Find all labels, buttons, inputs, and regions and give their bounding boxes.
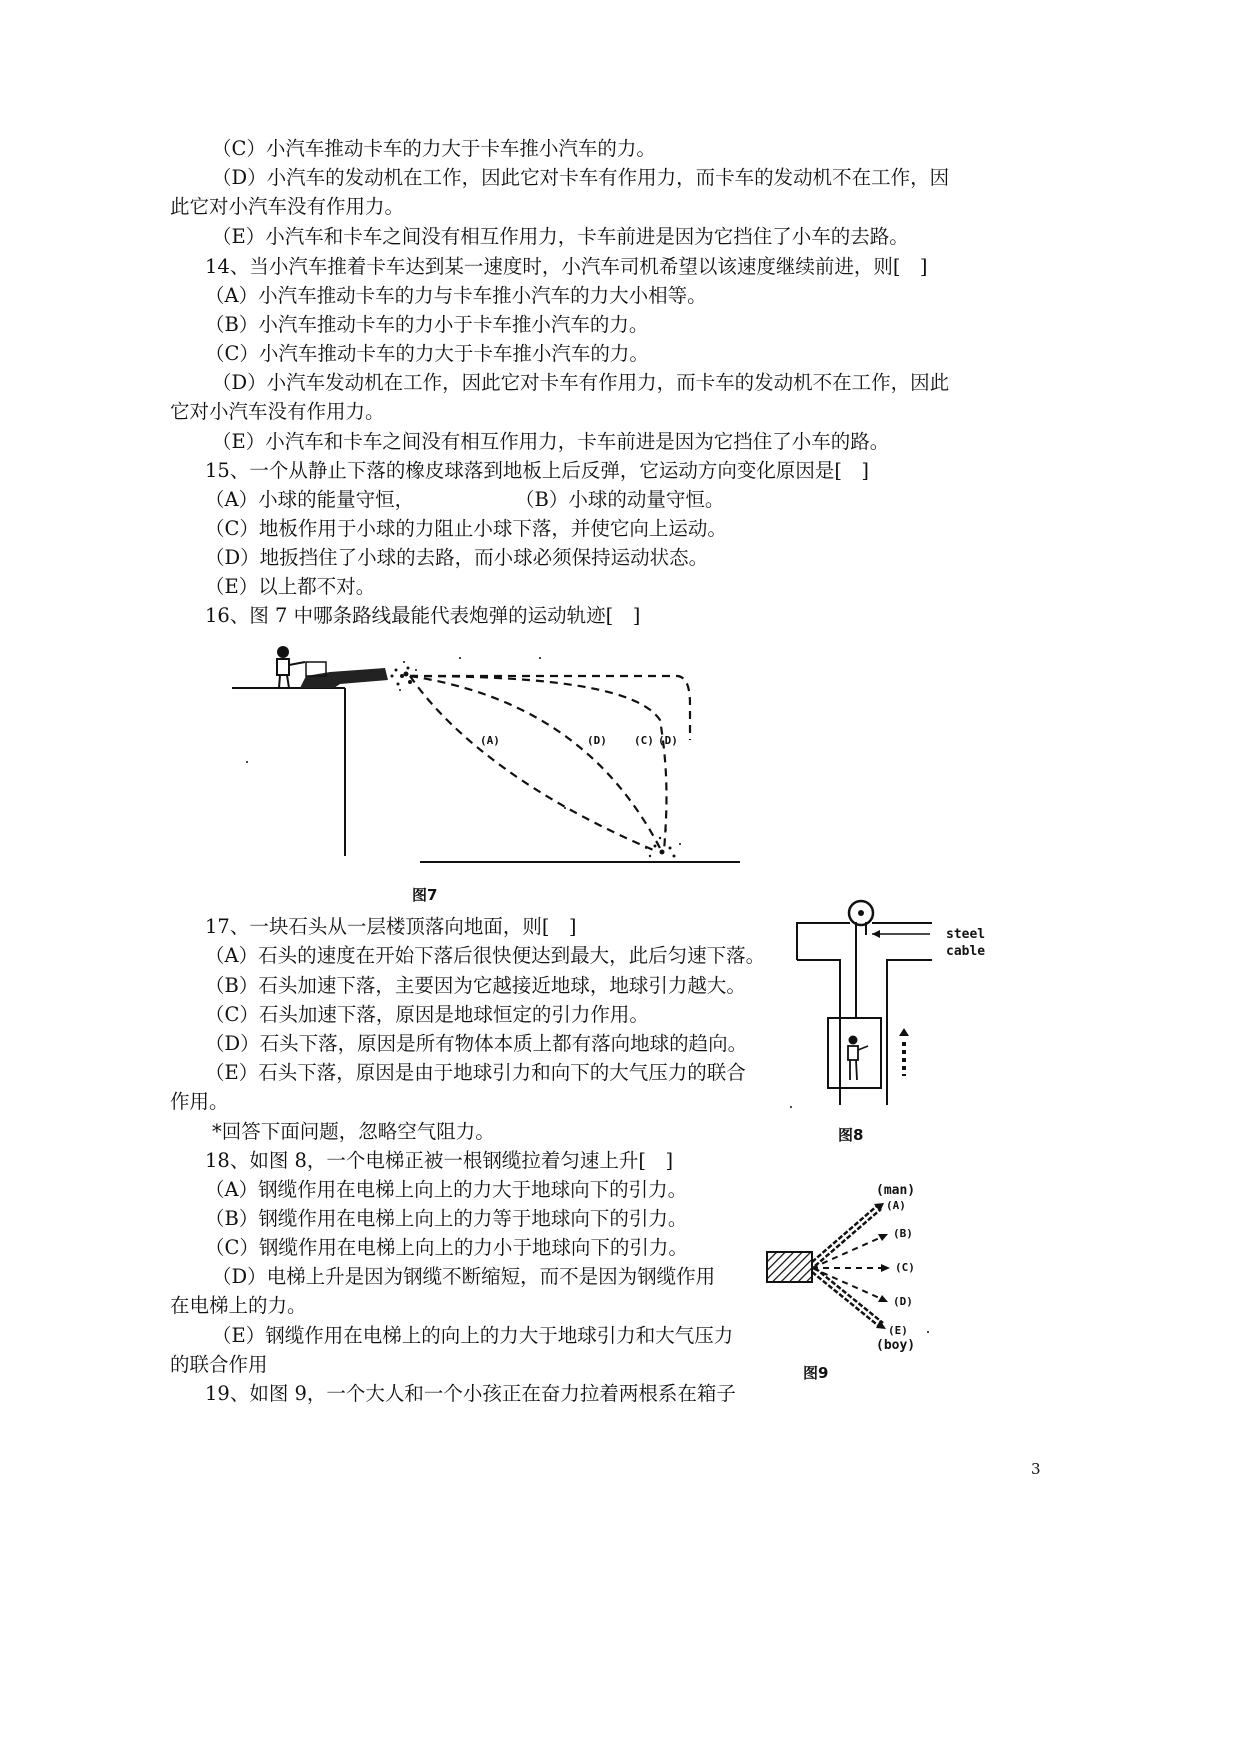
text-line: 作用。 — [170, 1090, 229, 1113]
text-line: 在电梯上的力。 — [170, 1294, 307, 1317]
fig7-label-d1: (D) — [587, 734, 607, 747]
text-line: （C）钢缆作用在电梯上向上的力小于地球向下的引力。 — [205, 1236, 688, 1259]
text-line: （C）地板作用于小球的力阻止小球下落，并使它向上运动。 — [205, 517, 727, 540]
page-number: 3 — [1031, 1460, 1041, 1478]
text-line: 14、当小汽车推着卡车达到某一速度时，小汽车司机希望以该速度继续前进，则[ ] — [205, 255, 928, 278]
fig9-label-c: (C) — [895, 1261, 915, 1274]
text-line: （A）小汽车推动卡车的力与卡车推小汽车的力大小相等。 — [205, 284, 707, 307]
fig9-label-boy: (boy) — [876, 1338, 916, 1353]
fig7-label-d2: (D) — [658, 734, 678, 747]
text-line: （B）小球的动量守恒。 — [515, 488, 725, 511]
text-line: （E）小汽车和卡车之间没有相互作用力，卡车前进是因为它挡住了小车的去路。 — [212, 225, 909, 248]
text-line: （E）小汽车和卡车之间没有相互作用力，卡车前进是因为它挡住了小车的路。 — [212, 430, 890, 453]
text-line: 17、一块石头从一层楼顶落向地面，则[ ] — [205, 915, 577, 938]
text-line: （D）地扳挡住了小球的去路，而小球必须保持运动状态。 — [205, 546, 709, 569]
text-line: （D）小汽车发动机在工作，因此它对卡车有作用力，而卡车的发动机不在工作，因此 — [212, 371, 950, 394]
text-line: （B）小汽车推动卡车的力小于卡车推小汽车的力。 — [205, 313, 649, 336]
text-line: （B）石头加速下落，主要因为它越接近地球，地球引力越大。 — [205, 974, 746, 997]
text-line: （A）石头的速度在开始下落后很快便达到最大，此后匀速下落。 — [205, 944, 766, 967]
text-line: （A）钢缆作用在电梯上向上的力大于地球向下的引力。 — [205, 1178, 688, 1201]
fig8-label-cable: cable — [946, 944, 986, 959]
fig9-label-man: (man) — [876, 1183, 916, 1198]
fig9-label-a: (A) — [886, 1199, 906, 1212]
text-line: （C）石头加速下落，原因是地球恒定的引力作用。 — [205, 1003, 649, 1026]
figure-9-caption: 图9 — [803, 1364, 829, 1382]
text-line: （D）石头下落，原因是所有物体本质上都有落向地球的趋向。 — [205, 1032, 748, 1055]
text-line: （C）小汽车推动卡车的力大于卡车推小汽车的力。 — [205, 342, 649, 365]
fig9-label-b: (B) — [893, 1227, 913, 1240]
text-line: （C）小汽车推动卡车的力大于卡车推小汽车的力。 — [212, 137, 656, 160]
text-line: （E）以上都不对。 — [205, 575, 376, 598]
fig7-label-a: (A) — [480, 734, 500, 747]
text-line: 的联合作用 — [170, 1353, 268, 1376]
text-line: *回答下面问题，忽略空气阻力。 — [212, 1120, 495, 1143]
text-line: 它对小汽车没有作用力。 — [170, 400, 385, 423]
text-line: （A）小球的能量守恒， — [205, 488, 415, 511]
fig8-label-steel: steel — [946, 927, 986, 942]
fig7-label-c: (C) — [634, 734, 654, 747]
text-line: （D）电梯上升是因为钢缆不断缩短，而不是因为钢缆作用 — [212, 1265, 716, 1288]
text-line: （D）小汽车的发动机在工作，因此它对卡车有作用力，而卡车的发动机不在工作，因 — [212, 166, 950, 189]
text-line: （B）钢缆作用在电梯上向上的力等于地球向下的引力。 — [205, 1207, 688, 1230]
text-line: 16、图 7 中哪条路线最能代表炮弹的运动轨迹[ ] — [205, 604, 641, 627]
text-line: （E）石头下落，原因是由于地球引力和向下的大气压力的联合 — [205, 1061, 746, 1084]
fig9-label-d: (D) — [893, 1295, 913, 1308]
text-line: 18、如图 8，一个电梯正被一根钢缆拉着匀速上升[ ] — [205, 1149, 674, 1172]
text-line: （E）钢缆作用在电梯上的向上的力大于地球引力和大气压力 — [212, 1324, 734, 1347]
figure-7-caption: 图7 — [412, 886, 438, 904]
figure-8-caption: 图8 — [838, 1126, 864, 1144]
text-line: 此它对小汽车没有作用力。 — [170, 195, 405, 218]
text-line: 19、如图 9，一个大人和一个小孩正在奋力拉着两根系在箱子 — [205, 1382, 736, 1405]
fig9-label-e: (E) — [888, 1324, 908, 1337]
text-line: 15、一个从静止下落的橡皮球落到地板上后反弹，它运动方向变化原因是[ ] — [205, 459, 870, 482]
